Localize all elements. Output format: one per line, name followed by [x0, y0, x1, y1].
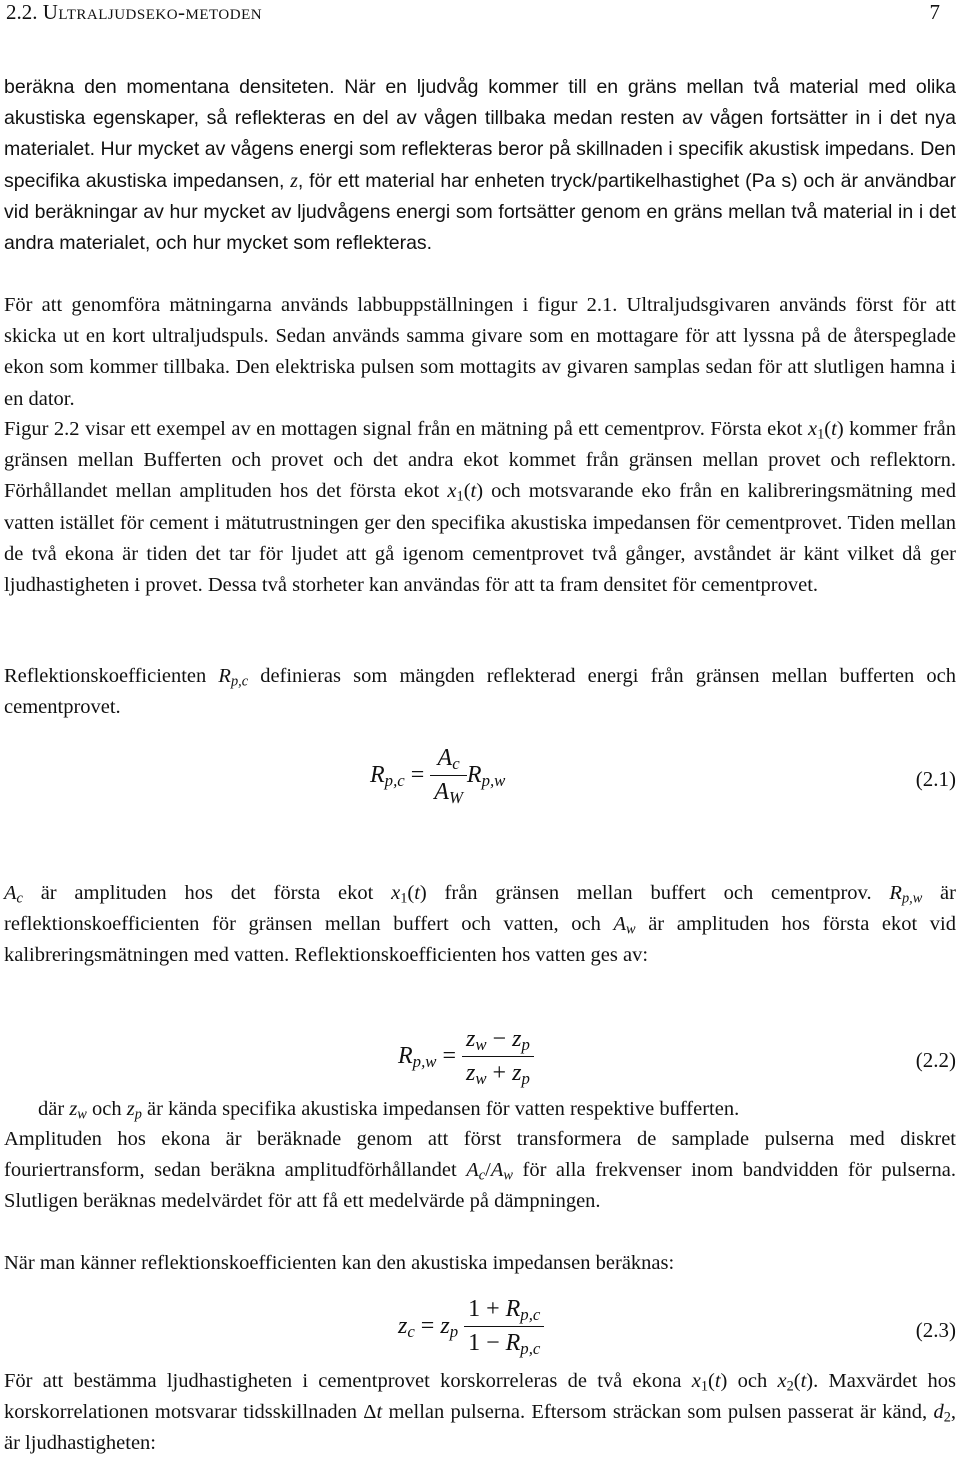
running-header — [6, 0, 940, 24]
paragraph-9: För att bestämma ljudhastigheten i cementprovet korskorreleras de två ekona $x_1(t)$ och $x_2(t)$. Maxvärdet hos korskorrelationen motsvarar tidsskillnaden Δt mellan pulserna. Eftersom sträckan som pulsen passerat är känd, $d_2$, är ljudhastigheten: — [4, 1370, 956, 1455]
equation-body: $R_{p,w}$ = $\frac{z_w - z_p}{z_w + z_p}$ — [398, 1026, 534, 1087]
document-page: 2.2. Ultraljudseko-metoden 7 beräkna den momentana densiteten. När en ljudvåg kommer till en gräns mellan två material med olika akustiska egenskaper, så reflekteras en del av vågen tillbaka medan resten av vågen fortsätter in i det nya materialet. Hur mycket av vågens energi som reflekteras beror på skillnaden i specifik akustisk impedans. Den specifika akustiska impedansen, z, för ett material har enheten tryck/partikelhastighet (Pa s) och är användbar vid beräkningar av hur mycket av ljudvågens energi som fortsätter genom en gräns mellan två material in i det andra materialet, och hur mycket som reflekteras. För att genomföra mätningarna används labbuppställningen i figur 2.1. Ultraljudsgivaren används först för att skicka ut en kort ultraljudspuls. Sedan används samma givare som en mottagare för att lyssna på de återspeglade ekon som kommer tillbaka. Den elektriska pulsen som mottagits av givaren samplas sedan för att slutligen hamna i en dator. Figur 2.2 visar ett exempel av en mottagen signal från en mätning på ett cementprov. Första ekot $x_1(t)$ kommer från gränsen mellan Bufferten och provet och det andra ekot kommet från gränsen mellan provet och reflektorn. Förhållandet mellan amplituden hos det första ekot $x_1(t)$ och motsvarande eko från en kalibreringsmätning med vatten istället för cement i mätutrustningen ger den specifika akustiska impedansen för cementprovet. Tiden mellan de två ekona är tiden det tar för ljudet att gå igenom cementprovet två gånger, avståndet är känt vilket då ger ljudhastigheten i provet. Dessa två storheter kan användas för att ta fram densitet för cementprovet. Reflektionskoefficienten $R_{p,c}$ definieras som mängden reflekterad energi från gränsen mellan bufferten och cementprovet. $R_{p,c}$ = $\frac{A_c}{A_W}$ $R_{p,w}$ (2.1) $A_c$ är amplituden hos det första ekot $x_1(t)$ från gränsen mellan buffert och cementprov. $R_{p,w}$ är reflektionskoefficienten för gränsen mellan buffert och vatten, och $A_w$ är amplituden hos första ekot vid kalibreringsmätningen med vatten. Reflektionskoefficienten hos vatten ges av: $R_{p,w}$ = $\frac{z_w - z_p}{z_w + z_p}$ (2.2) där $z_w$ och $z_p$ är kända specifika akustiska impedansen för vatten respektive bufferten. Amplituden hos ekona är beräknade genom att först transformera de samplade pulserna med diskret fouriertransform, sedan beräkna amplitudförhållandet $A_c/A_w$ för alla frekvenser inom bandvidden för pulserna. Slutligen beräknas medelvärdet för att få ett medelvärde på dämpningen. När man känner reflektionskoefficienten kan den akustiska impedansen beräknas: $z_c = z_p$ $\frac{1 + R_{p,c}}{1 - R_{p,c}}$ (2.3) För att bestämma ljudhastigheten i cementprovet korskorreleras de två ekona $x_1(t)$ och $x_2(t)$. Maxvärdet hos korskorrelationen motsvarar tidsskillnaden Δt mellan pulserna. Eftersom sträckan som pulsen passerat är känd, $d_2$, är ljudhastigheten: — [0, 0, 960, 1458]
paragraph-7: Amplituden hos ekona är beräknade genom att först transformera de samplade pulserna med diskret fouriertransform, sedan beräkna amplitudförhållandet $A_c/A_w$ för alla frekvenser inom bandvidden för pulserna. Slutligen beräknas medelvärdet för att få ett medelvärde på dämpningen. — [4, 1128, 956, 1213]
paragraph-3: Figur 2.2 visar ett exempel av en mottagen signal från en mätning på ett cementprov. Första ekot $x_1(t)$ kommer från gränsen mellan Bufferten och provet och det andra ekot kommet från gränsen mellan provet och reflektorn. Förhållandet mellan amplituden hos det första ekot $x_1(t)$ och motsvarande eko från en kalibreringsmätning med vatten istället för cement i mätutrustningen ger den specifika akustiska impedansen för cementprovet. Tiden mellan de två ekona är tiden det tar för ljudet att gå igenom cementprovet två gånger, avståndet är känt vilket då ger ljudhastigheten i provet. Dessa två storheter kan användas för att ta fram densitet för cementprovet. — [4, 418, 957, 597]
paragraph-1: beräkna den momentana densiteten. När en ljudvåg kommer till en gräns mellan två material med olika akustiska egenskaper, så reflekteras en del av vågen tillbaka medan resten av vågen fortsätter in i det nya materialet. Hur mycket av vågens energi som reflekteras beror på skillnaden i specifik akustisk impedans. Den specifika akustiska impedansen, z, för ett material har enheten tryck/partikelhastighet (Pa s) och är användbar vid beräkningar av hur mycket av ljudvågens energi som fortsätter genom en gräns mellan två material in i det andra materialet, och hur mycket som reflekteras. — [4, 76, 956, 255]
equation-body: $R_{p,c}$ = $\frac{A_c}{A_W}$ $R_{p,w}$ — [370, 745, 506, 808]
header-title: 2.2. Ultraljudseko-metoden — [6, 0, 263, 24]
paragraph-5: $A_c$ är amplituden hos det första ekot $x_1(t)$ från gränsen mellan buffert och cementprov. $R_{p,w}$ är reflektionskoefficienten för gränsen mellan buffert och vatten, och $A_w$ är amplituden hos första ekot vid kalibreringsmätningen med vatten. Reflektionskoefficienten hos vatten ges av: — [4, 882, 956, 967]
paragraph-8: När man känner reflektionskoefficienten kan den akustiska impedansen beräknas: — [4, 1252, 675, 1274]
paragraph-6: där $z_w$ och $z_p$ är kända specifika akustiska impedansen för vatten respektive bufferten. — [38, 1098, 740, 1123]
equation-body: $z_c = z_p$ $\frac{1 + R_{p,c}}{1 - R_{p,c}}$ — [398, 1296, 544, 1357]
paragraph-2: För att genomföra mätningarna används labbuppställningen i figur 2.1. Ultraljudsgivaren används först för att skicka ut en kort ultraljudspuls. Sedan används samma givare som en mottagare för att lyssna på de återspeglade ekon som kommer tillbaka. Den elektriska pulsen som mottagits av givaren samplas sedan för att slutligen hamna i en dator. — [4, 294, 956, 410]
page-number: 7 — [929, 0, 940, 24]
paragraph-4: Reflektionskoefficienten $R_{p,c}$ definieras som mängden reflekterad energi från gränsen mellan bufferten och cementprovet. — [4, 665, 956, 719]
